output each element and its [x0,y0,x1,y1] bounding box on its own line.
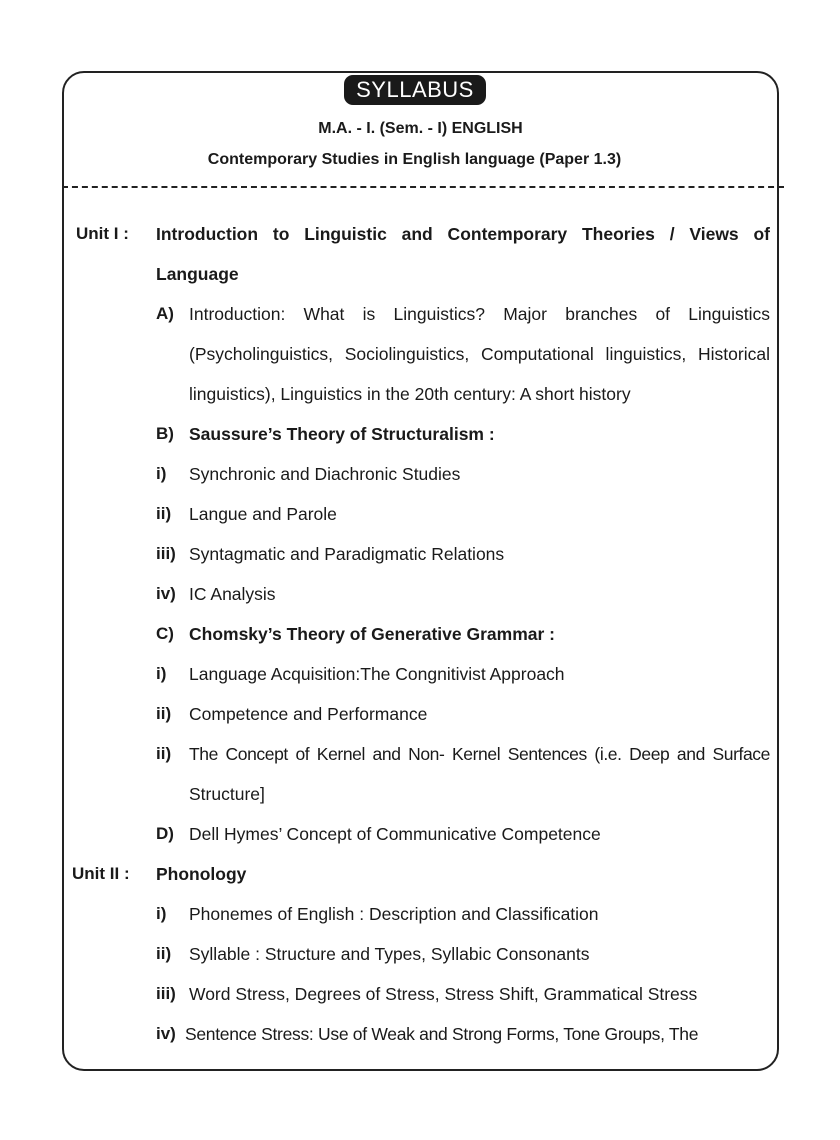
list-marker: iii) [156,984,176,1003]
section-a-line-2: (Psycholinguistics, Sociolinguistics, Computational linguistics, Historical [189,344,770,364]
course-title: M.A. - I. (Sem. - I) ENGLISH [318,120,523,137]
list-item: Sentence Stress: Use of Weak and Strong Forms, Tone Groups, The [185,1024,699,1044]
list-marker: ii) [156,504,172,523]
list-marker: i) [156,664,167,683]
section-b-marker: B) [156,424,174,443]
list-marker: i) [156,904,167,923]
paper-title: Contemporary Studies in English language (Paper 1.3) [207,151,622,168]
section-c-title: Chomsky’s Theory of Generative Grammar : [189,624,556,644]
list-item: Word Stress, Degrees of Stress, Stress Shift, Grammatical Stress [189,984,698,1004]
section-c-marker: C) [156,624,174,643]
section-a-line-3: linguistics), Linguistics in the 20th century: A short history [189,384,631,404]
section-d-marker: D) [156,824,174,843]
list-item: Phonemes of English : Description and Classification [189,904,599,924]
unit-2-label: Unit II : [72,864,130,883]
list-item-cont: Structure] [189,784,265,804]
list-item: Language Acquisition:The Congnitivist Approach [189,664,565,684]
list-marker: iv) [156,584,176,603]
section-a-line-1: Introduction: What is Linguistics? Major branches of Linguistics [189,304,770,324]
list-item: IC Analysis [189,584,276,604]
unit-2-title: Phonology [156,864,247,884]
list-item: Competence and Performance [189,704,428,724]
list-marker: i) [156,464,167,483]
section-d-text: Dell Hymes’ Concept of Communicative Competence [189,824,601,844]
syllabus-badge: SYLLABUS [344,75,486,105]
list-marker: ii) [156,704,172,723]
list-marker: ii) [156,744,172,763]
dashed-divider [62,186,784,188]
unit-1-title-cont: Language [156,264,239,284]
unit-1-label: Unit I : [76,224,129,243]
list-item: The Concept of Kernel and Non- Kernel Sentences (i.e. Deep and Surface [189,744,770,764]
list-item: Syntagmatic and Paradigmatic Relations [189,544,505,564]
unit-1-title: Introduction to Linguistic and Contemporary Theories / Views of [156,224,770,244]
list-item: Syllable : Structure and Types, Syllabic Consonants [189,944,590,964]
list-item: Synchronic and Diachronic Studies [189,464,461,484]
list-marker: ii) [156,944,172,963]
section-a-marker: A) [156,304,174,323]
section-b-title: Saussure’s Theory of Structuralism : [189,424,495,444]
list-item: Langue and Parole [189,504,337,524]
list-marker: iii) [156,544,176,563]
list-marker: iv) [156,1024,176,1043]
